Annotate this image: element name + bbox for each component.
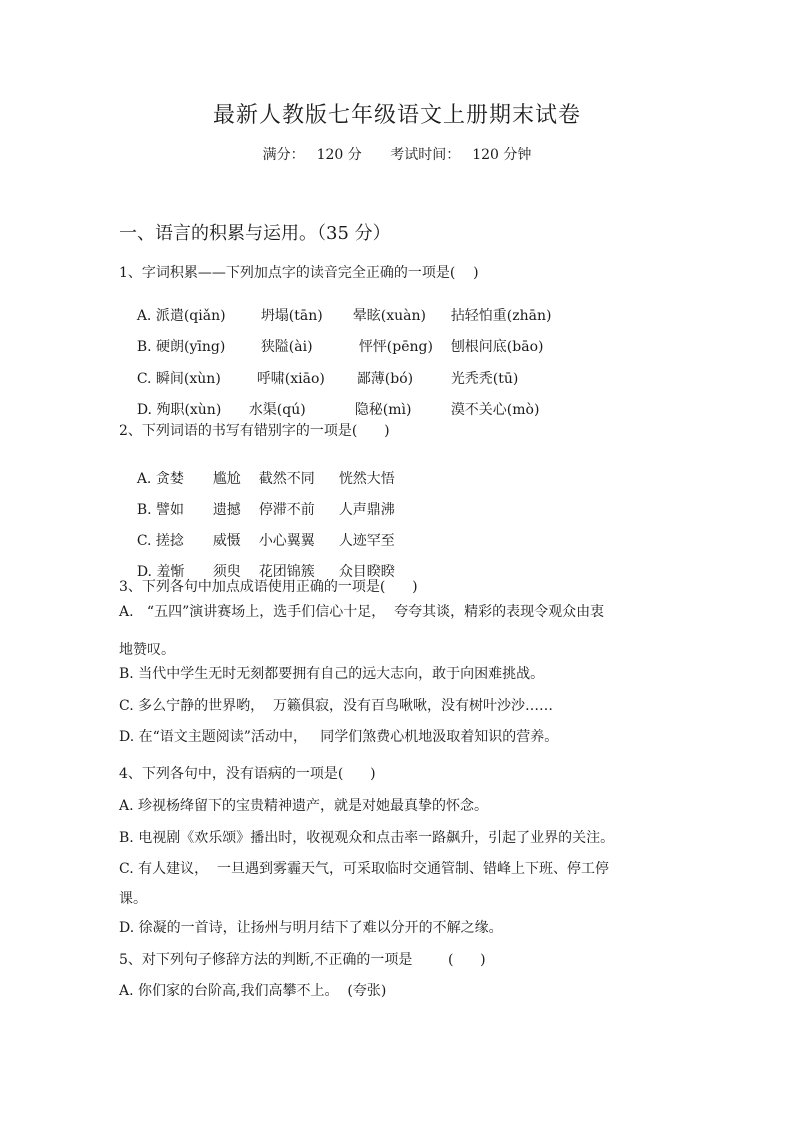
- option-item: 须臾: [212, 564, 241, 580]
- option-item: C. 搓捻: [136, 533, 184, 549]
- option-item: 截然不同: [258, 471, 315, 487]
- option-item: 尴尬: [212, 471, 241, 487]
- option-item: 坍塌(tān): [260, 308, 323, 324]
- option-item: 停滞不前: [258, 502, 315, 518]
- option-item: 水渠(qú): [248, 402, 306, 418]
- question-4-option-a: A. 珍视杨绛留下的宝贵精神遗产，就是对她最真挚的怀念。: [119, 798, 489, 814]
- option-item: D. 羞惭: [136, 564, 185, 580]
- question-3-option-d: D. 在“语文主题阅读”活动中， 同学们煞费心机地汲取着知识的营养。: [119, 729, 559, 745]
- option-item: 漠不关心(mò): [450, 402, 540, 418]
- option-item: 呼啸(xiāo): [256, 371, 325, 387]
- option-item: B. 譬如: [136, 502, 185, 518]
- option-item: A. 派遣(qiǎn): [136, 308, 226, 324]
- option-item: D. 殉职(xùn): [136, 402, 222, 418]
- option-item: 遗撼: [212, 502, 241, 518]
- option-item: 晕眩(xuàn): [352, 308, 427, 324]
- option-item: 隐秘(mì): [354, 402, 412, 418]
- question-3-option-a: A. “五四”演讲赛场上，选手们信心十足， 夸夸其谈，精彩的表现令观众由衷: [119, 604, 605, 620]
- option-item: 鄙薄(bó): [356, 371, 414, 387]
- question-5-option-a: A. 你们家的台阶高,我们高攀不上。 (夸张): [119, 983, 387, 999]
- question-1-stem: 1、字词积累——下列加点字的读音完全正确的一项是( ): [119, 265, 479, 281]
- option-item: A. 贪婪: [136, 471, 184, 487]
- page-title: 最新人教版七年级语文上册期末试卷: [212, 103, 581, 128]
- question-3-option-c: C. 多么宁静的世界哟， 万籁俱寂，没有百鸟啾啾，没有树叶沙沙……: [119, 698, 554, 714]
- question-3-option-b: B. 当代中学生无时无刻都要拥有自己的远大志向，敢于向困难挑战。: [119, 666, 545, 682]
- score-label: 满分：: [262, 147, 305, 163]
- option-item: B. 硬朗(yīng): [136, 339, 226, 355]
- exam-info: [0, 144, 794, 164]
- option-item: 恍然大悟: [338, 471, 395, 487]
- option-item: 拈轻怕重(zhān): [450, 308, 552, 324]
- time-label: 考试时间：: [390, 147, 461, 163]
- option-item: 人迹罕至: [338, 533, 395, 549]
- question-4-option-c-cont: 课。: [119, 891, 147, 907]
- question-5-stem: 5、对下列句子修辞方法的判断,不正确的一项是 ( ): [119, 952, 486, 968]
- option-item: C. 瞬间(xùn): [136, 371, 221, 387]
- question-4-stem: 4、下列各句中，没有语病的一项是( ): [119, 766, 376, 782]
- option-item: 人声鼎沸: [338, 502, 395, 518]
- option-item: 光秃秃(tū): [450, 371, 519, 387]
- option-item: 小心翼翼: [258, 533, 315, 549]
- section-heading: 一、语言的积累与运用。（35 分）: [119, 223, 391, 244]
- option-item: 众目睽睽: [338, 564, 395, 580]
- question-3-stem: 3、下列各句中加点成语使用正确的一项是( ): [119, 579, 418, 595]
- question-4-option-c: C. 有人建议， 一旦遇到雾霾天气，可采取临时交通管制、错峰上下班、停工停: [119, 861, 610, 877]
- option-item: 威慑: [212, 533, 241, 549]
- option-item: 刨根问底(bāo): [450, 339, 544, 355]
- option-item: 怦怦(pēng): [358, 339, 433, 355]
- score-value: 120 分: [316, 147, 362, 163]
- question-3-option-a-cont: 地赞叹。: [119, 642, 175, 658]
- option-item: 狭隘(ài): [260, 339, 313, 355]
- question-2-stem: 2、下列词语的书写有错别字的一项是( ): [119, 423, 390, 439]
- question-4-option-b: B. 电视剧《欢乐颂》播出时，收视观众和点击率一路飙升，引起了业界的关注。: [119, 830, 615, 846]
- option-item: 花团锦簇: [258, 564, 315, 580]
- time-value: 120 分钟: [472, 147, 532, 163]
- question-4-option-d: D. 徐凝的一首诗，让扬州与明月结下了难以分开的不解之缘。: [119, 920, 503, 936]
